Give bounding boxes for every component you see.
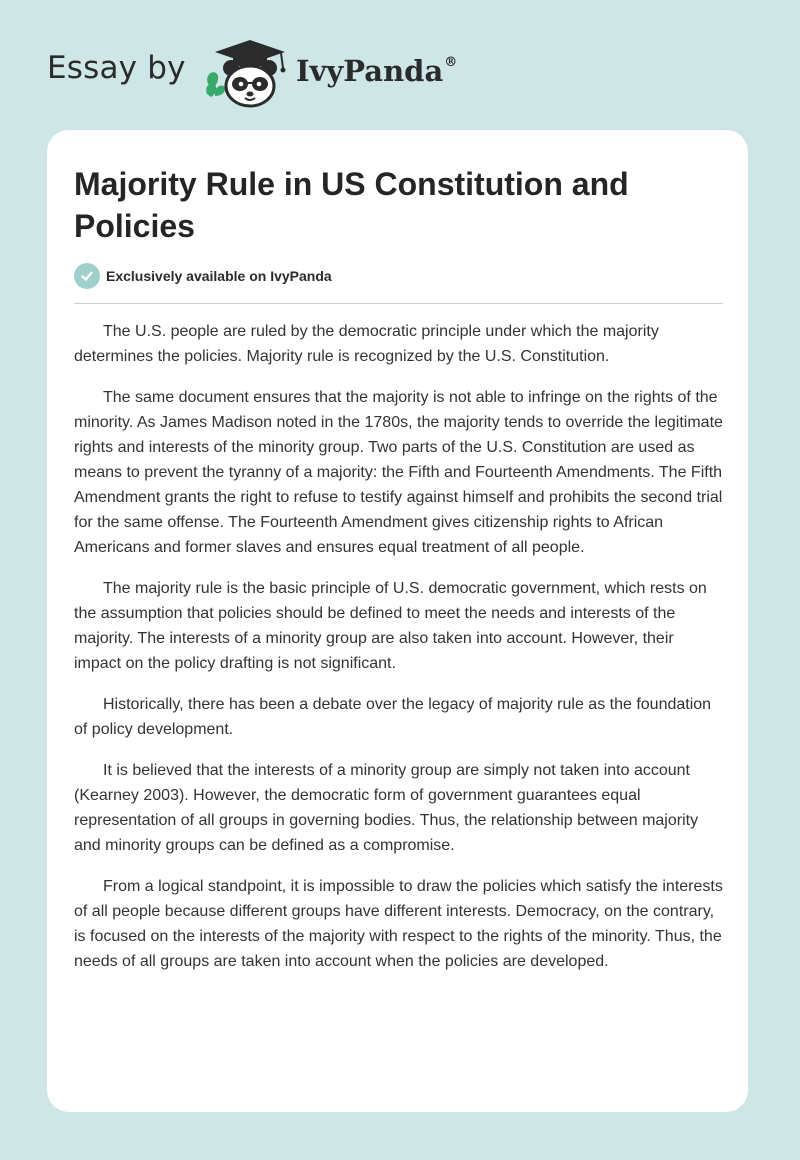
essay-by-label: Essay by — [47, 50, 186, 86]
exclusive-badge — [74, 263, 332, 289]
panda-graduate-icon — [203, 34, 295, 110]
leaf-icon — [206, 72, 225, 97]
paragraph: It is believed that the interests of a minority group are simply not taken into account (Kearney 2003). However, the democratic form of government guarantees equal representation of all groups in governing bodies. Thus, the relationship between majority and minority groups can be defined as a compromise. — [74, 762, 699, 854]
brand-name[interactable]: IvyPanda® — [296, 54, 458, 88]
article-body — [74, 319, 724, 990]
exclusive-label: Exclusively available on IvyPanda — [106, 268, 332, 284]
divider — [74, 303, 723, 304]
paragraph: The majority rule is the basic principle of U.S. democratic government, which rests on the assumption that policies should be defined to meet the needs and interests of the majority. The interests of a minority group are also taken into account. However, their impact on the policy drafting is not significant. — [74, 580, 707, 672]
article-card — [47, 130, 748, 1112]
check-icon — [74, 263, 100, 289]
registered-mark: ® — [444, 55, 458, 71]
paragraph: The same document ensures that the majority is not able to infringe on the rights of the minority. As James Madison noted in the 1780s, the majority tends to override the legitimate rights and interests of the minority group. Two parts of the U.S. Constitution are used as means to prevent the tyranny of a majority: the Fifth and Fourteenth Amendments. The Fifth Amendment grants the right to refuse to testify against himself and prohibits the second trial for the same offense. The Fourteenth Amendment gives citizenship rights to African Americans and former slaves and ensures equal treatment of all people. — [74, 389, 723, 556]
paragraph: From a logical standpoint, it is impossible to draw the policies which satisfy the interests of all people because different groups have different interests. Democracy, on the contrary, is focused on the interests of the majority with respect to the rights of the minority. Thus, the needs of all groups are taken into account when the policies are developed. — [74, 878, 723, 970]
site-header — [47, 30, 507, 110]
paragraph: Historically, there has been a debate over the legacy of majority rule as the foundation of policy development. — [74, 696, 712, 738]
page-title: Majority Rule in US Constitution and Policies — [74, 166, 629, 244]
paragraph: The U.S. people are ruled by the democratic principle under which the majority determines the policies. Majority rule is recognized by the U.S. Constitution. — [74, 323, 659, 365]
